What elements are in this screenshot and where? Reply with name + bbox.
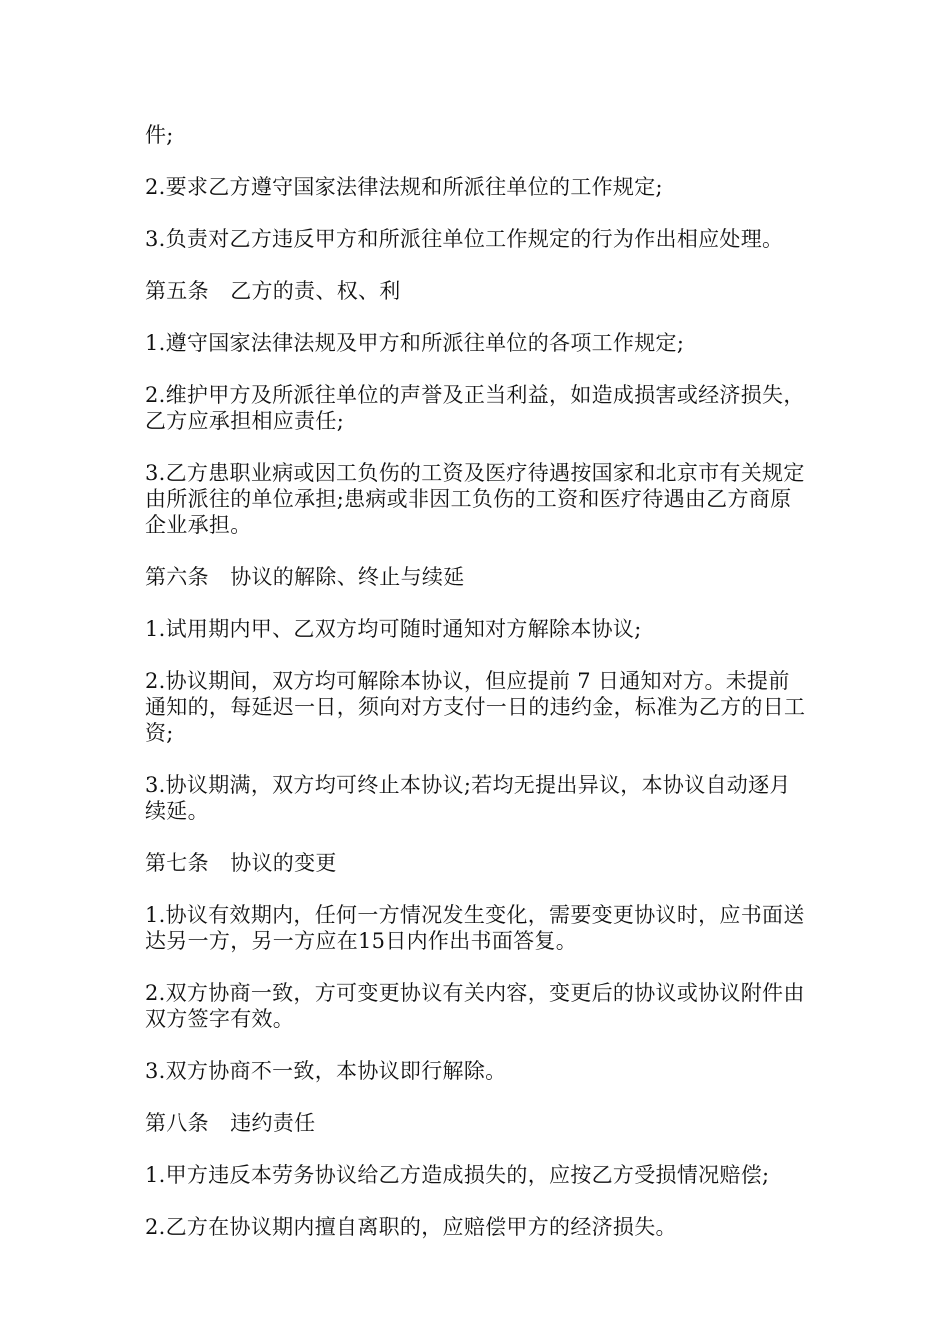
article-8-heading: 第八条 违约责任 [145,1111,316,1135]
paragraph-continuation: 件; [145,123,174,147]
clause-7-item-2: 2.双方协商一致，方可变更协议有关内容，变更后的协议或协议附件由双方签字有效。 [145,981,805,1031]
clause-7-item-3: 3.双方协商不一致，本协议即行解除。 [145,1059,507,1083]
clause-8-item-1: 1.甲方违反本劳务协议给乙方造成损失的，应按乙方受损情况赔偿; [145,1163,770,1187]
clause-4-item-2: 2.要求乙方遵守国家法律法规和所派往单位的工作规定; [145,175,663,199]
clause-6-item-1: 1.试用期内甲、乙双方均可随时通知对方解除本协议; [145,617,642,641]
clause-6-item-2: 2.协议期间，双方均可解除本协议，但应提前 7 日通知对方。未提前通知的，每延迟一日，须向对方支付一日的违约金，标准为乙方的日工资; [145,669,806,745]
clause-5-item-1: 1.遵守国家法律法规及甲方和所派往单位的各项工作规定; [145,331,685,355]
clause-8-item-2: 2.乙方在协议期内擅自离职的，应赔偿甲方的经济损失。 [145,1215,677,1239]
document-page [145,122,810,1266]
article-6-heading: 第六条 协议的解除、终止与续延 [145,565,465,589]
clause-5-item-2: 2.维护甲方及所派往单位的声誉及正当利益，如造成损害或经济损失，乙方应承担相应责任; [145,383,805,433]
article-5-heading: 第五条 乙方的责、权、利 [145,279,401,303]
clause-7-item-1: 1.协议有效期内，任何一方情况发生变化，需要变更协议时，应书面送达另一方，另一方应在15日内作出书面答复。 [145,903,805,953]
clause-4-item-3: 3.负责对乙方违反甲方和所派往单位工作规定的行为作出相应处理。 [145,227,784,251]
clause-6-item-3: 3.协议期满，双方均可终止本协议;若均无提出异议，本协议自动逐月续延。 [145,773,791,823]
clause-5-item-3: 3.乙方患职业病或因工负伤的工资及医疗待遇按国家和北京市有关规定由所派往的单位承担;患病或非因工负伤的工资和医疗待遇由乙方商原企业承担。 [145,461,805,537]
article-7-heading: 第七条 协议的变更 [145,851,337,875]
